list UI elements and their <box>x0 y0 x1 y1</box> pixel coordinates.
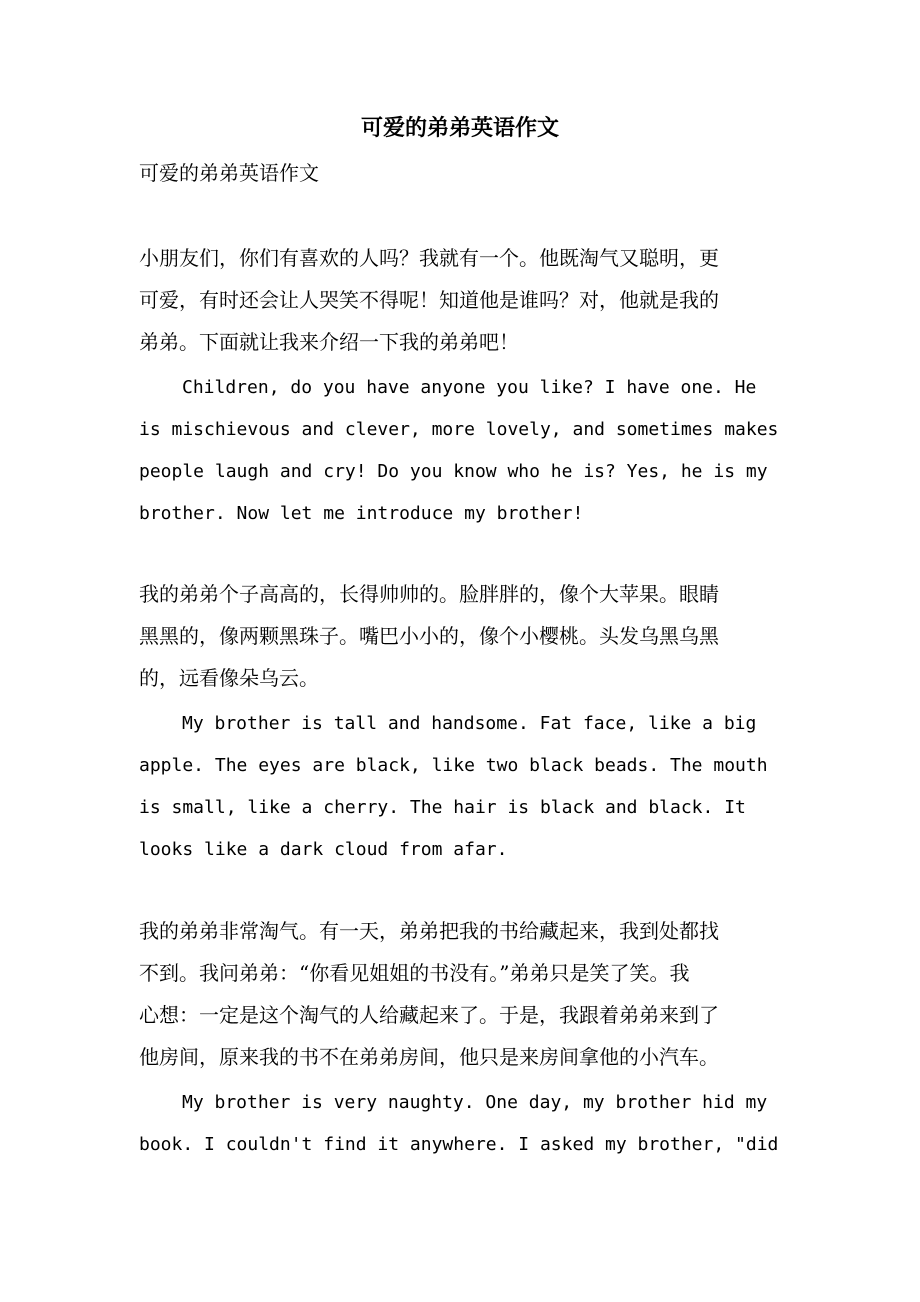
text-line: 我的弟弟非常淘气。有一天，弟弟把我的书给藏起来，我到处都找 <box>139 919 719 943</box>
text-line: 可爱，有时还会让人哭笑不得呢！知道他是谁吗？对，他就是我的 <box>139 288 719 312</box>
text-line: Children, do you have anyone you like? I have one. He <box>182 377 757 398</box>
paragraph-english-2 <box>139 703 799 871</box>
paragraph-english-3 <box>139 1082 799 1166</box>
text-line: 小朋友们，你们有喜欢的人吗？我就有一个。他既淘气又聪明，更 <box>139 246 719 270</box>
paragraph-chinese-2 <box>139 573 781 699</box>
text-line: 黑黑的，像两颗黑珠子。嘴巴小小的，像个小樱桃。头发乌黑乌黑 <box>139 624 719 648</box>
document-title: 可爱的弟弟英语作文 <box>360 115 559 141</box>
text-line: apple. The eyes are black, like two black beads. The mouth <box>139 755 768 776</box>
document-subtitle: 可爱的弟弟英语作文 <box>139 161 319 185</box>
text-line: My brother is tall and handsome. Fat face, like a big <box>182 713 757 734</box>
text-line: 的，远看像朵乌云。 <box>139 666 319 690</box>
text-line: is small, like a cherry. The hair is black and black. It <box>139 797 746 818</box>
paragraph-chinese-1 <box>139 237 781 363</box>
text-line: 弟弟。下面就让我来介绍一下我的弟弟吧！ <box>139 330 519 354</box>
text-line: 他房间，原来我的书不在弟弟房间，他只是来房间拿他的小汽车。 <box>139 1045 719 1069</box>
text-line: 不到。我问弟弟：“你看见姐姐的书没有。”弟弟只是笑了笑。我 <box>139 961 690 985</box>
paragraph-english-1 <box>139 367 799 535</box>
text-line: brother. Now let me introduce my brother! <box>139 503 584 524</box>
text-line: My brother is very naughty. One day, my brother hid my <box>182 1092 768 1113</box>
text-line: looks like a dark cloud from afar. <box>139 839 508 860</box>
text-line: people laugh and cry! Do you know who he is? Yes, he is my <box>139 461 768 482</box>
text-line: 我的弟弟个子高高的，长得帅帅的。脸胖胖的，像个大苹果。眼睛 <box>139 582 719 606</box>
paragraph-chinese-3 <box>139 910 781 1078</box>
text-line: 心想：一定是这个淘气的人给藏起来了。于是，我跟着弟弟来到了 <box>139 1003 719 1027</box>
text-line: is mischievous and clever, more lovely, and sometimes makes <box>139 419 779 440</box>
text-line: book. I couldn't find it anywhere. I asked my brother, "did <box>139 1134 779 1155</box>
